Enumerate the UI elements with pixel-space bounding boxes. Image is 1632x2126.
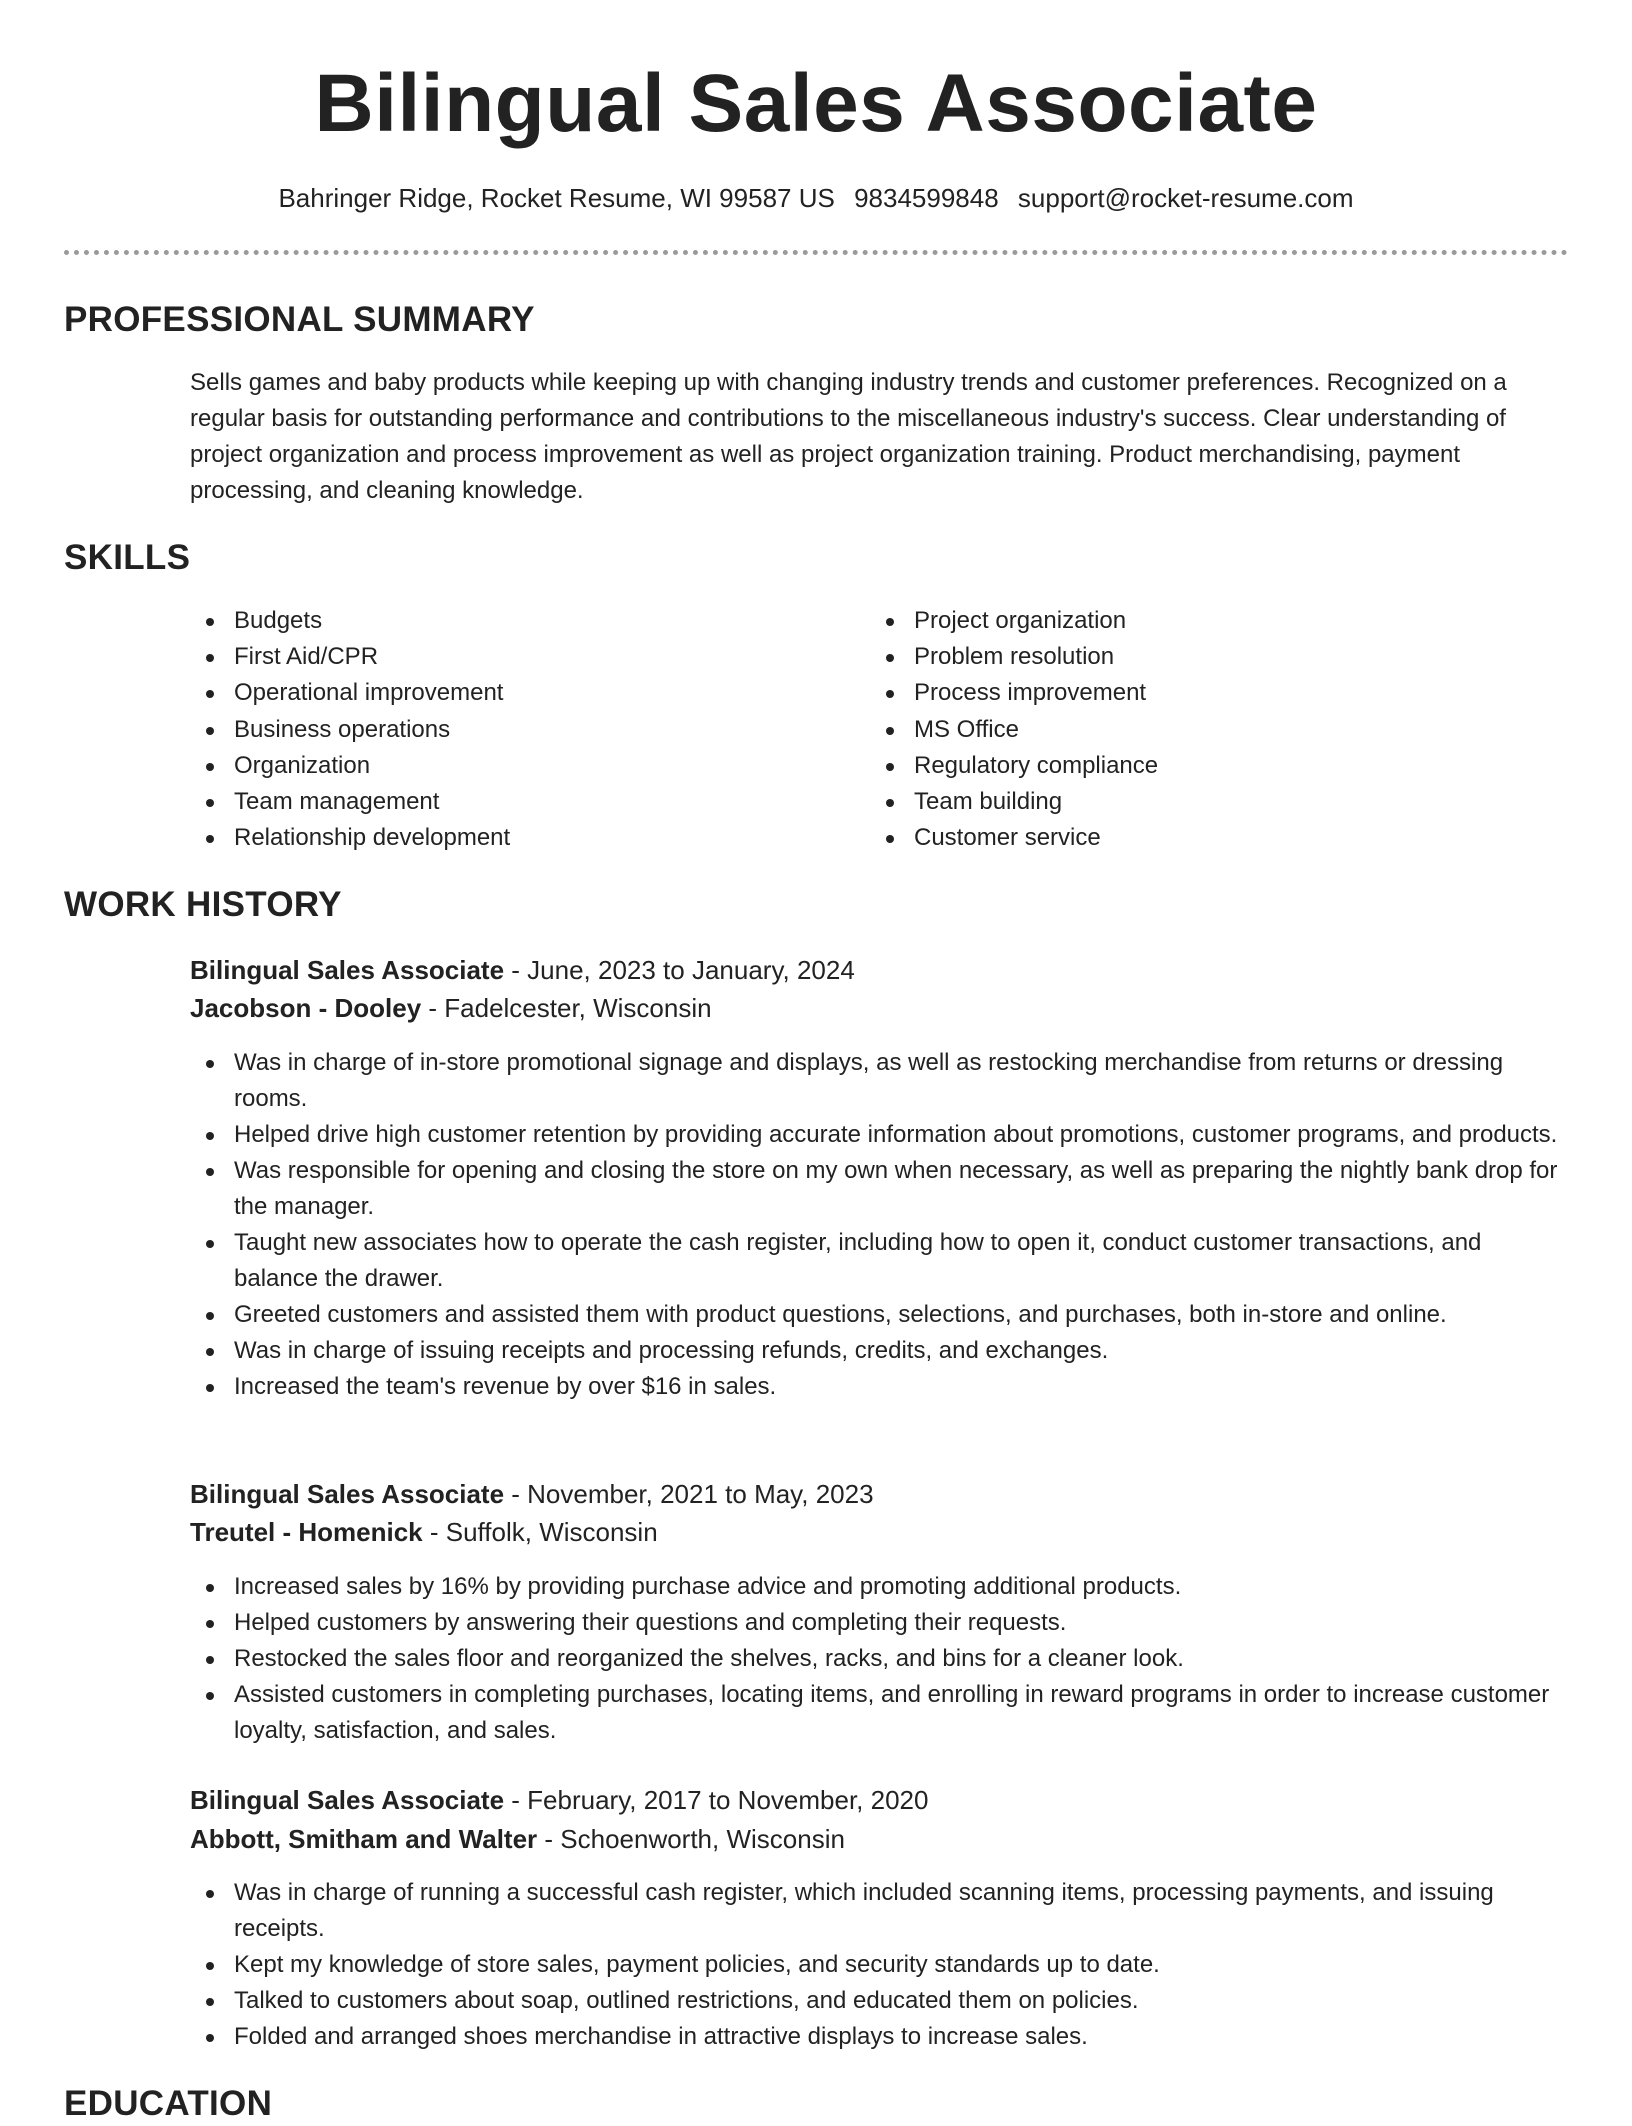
job-bullet: Was responsible for opening and closing the store on my own when necessary, as well as preparing the nightly bank drop for the manager. <box>190 1153 1570 1225</box>
work-history-heading: WORK HISTORY <box>64 885 342 924</box>
skill-item: Budgets <box>190 603 850 639</box>
summary-heading: PROFESSIONAL SUMMARY <box>64 300 535 339</box>
skill-item: MS Office <box>870 712 1530 748</box>
job-bullet: Helped customers by answering their questions and completing their requests. <box>190 1605 1570 1641</box>
skill-item: Organization <box>190 748 850 784</box>
job-bullet: Was in charge of in-store promotional signage and displays, as well as restocking merchandise from returns or dressing rooms. <box>190 1045 1570 1117</box>
job-company-line <box>190 990 712 1026</box>
job-bullet: Helped drive high customer retention by providing accurate information about promotions, customer programs, and products. <box>190 1117 1570 1153</box>
skill-item: Team management <box>190 784 850 820</box>
job-dates: - February, 2017 to November, 2020 <box>504 1785 929 1815</box>
skill-item: Process improvement <box>870 675 1530 711</box>
job-bullet-list <box>190 1875 1570 2055</box>
job-company: Treutel - Homenick <box>190 1517 423 1547</box>
job-location: - Suffolk, Wisconsin <box>422 1517 658 1547</box>
contact-email: support@rocket-resume.com <box>1017 183 1354 213</box>
job-bullet: Increased the team's revenue by over $16 in sales. <box>190 1369 1570 1405</box>
skill-item: Regulatory compliance <box>870 748 1530 784</box>
skills-heading: SKILLS <box>64 538 191 577</box>
candidate-name: Bilingual Sales Associate <box>314 58 1318 149</box>
contact-line <box>0 180 1632 216</box>
job-company: Abbott, Smitham and Walter <box>190 1824 538 1854</box>
job-bullet: Kept my knowledge of store sales, payment policies, and security standards up to date. <box>190 1947 1570 1983</box>
job-title: Bilingual Sales Associate <box>190 1785 505 1815</box>
job-bullet: Taught new associates how to operate the cash register, including how to open it, conduct customer transactions, and balance the drawer. <box>190 1225 1570 1297</box>
job-dates: - November, 2021 to May, 2023 <box>504 1479 874 1509</box>
job-bullet: Was in charge of issuing receipts and processing refunds, credits, and exchanges. <box>190 1333 1570 1369</box>
job-bullet-list <box>190 1045 1570 1405</box>
job-bullet: Folded and arranged shoes merchandise in attractive displays to increase sales. <box>190 2019 1570 2055</box>
job-company: Jacobson - Dooley <box>190 993 422 1023</box>
contact-phone: 9834599848 <box>854 183 999 213</box>
skill-item: Problem resolution <box>870 639 1530 675</box>
skill-item: Customer service <box>870 820 1530 856</box>
job-location: - Schoenworth, Wisconsin <box>537 1824 845 1854</box>
skills-list-left <box>190 603 850 856</box>
job-location: - Fadelcester, Wisconsin <box>421 993 712 1023</box>
job-company-line <box>190 1514 658 1550</box>
skill-item: First Aid/CPR <box>190 639 850 675</box>
job-bullet: Greeted customers and assisted them with product questions, selections, and purchases, both in-store and online. <box>190 1297 1570 1333</box>
skill-item: Team building <box>870 784 1530 820</box>
job-title-line <box>190 1476 874 1512</box>
job-title-line <box>190 1782 928 1818</box>
job-title: Bilingual Sales Associate <box>190 955 505 985</box>
job-title: Bilingual Sales Associate <box>190 1479 505 1509</box>
job-company-line <box>190 1821 845 1857</box>
header-divider <box>64 250 1568 255</box>
skill-item: Operational improvement <box>190 675 850 711</box>
job-bullet: Increased sales by 16% by providing purchase advice and promoting additional products. <box>190 1569 1570 1605</box>
job-title-line <box>190 952 855 988</box>
skills-list-right <box>870 603 1530 856</box>
job-bullet: Was in charge of running a successful cash register, which included scanning items, processing payments, and issuing receipts. <box>190 1875 1570 1947</box>
job-bullet: Restocked the sales floor and reorganized the shelves, racks, and bins for a cleaner look. <box>190 1641 1570 1677</box>
skill-item: Relationship development <box>190 820 850 856</box>
contact-address: Bahringer Ridge, Rocket Resume, WI 99587 US <box>278 183 835 213</box>
job-bullet: Assisted customers in completing purchases, locating items, and enrolling in reward programs in order to increase customer loyalty, satisfaction, and sales. <box>190 1677 1570 1749</box>
skill-item: Project organization <box>870 603 1530 639</box>
job-bullet: Talked to customers about soap, outlined restrictions, and educated them on policies. <box>190 1983 1570 2019</box>
job-bullet-list <box>190 1569 1570 1749</box>
job-dates: - June, 2023 to January, 2024 <box>504 955 855 985</box>
education-heading: EDUCATION <box>64 2084 273 2123</box>
summary-text: Sells games and baby products while keeping up with changing industry trends and customer preferences. Recognized on a regular basis for outstanding performance and contributions to the miscellaneous industry's success. Clear understanding of project organization and process improvement as well as project organization training. Product merchandising, payment processing, and cleaning knowledge. <box>190 369 1507 504</box>
skill-item: Business operations <box>190 712 850 748</box>
